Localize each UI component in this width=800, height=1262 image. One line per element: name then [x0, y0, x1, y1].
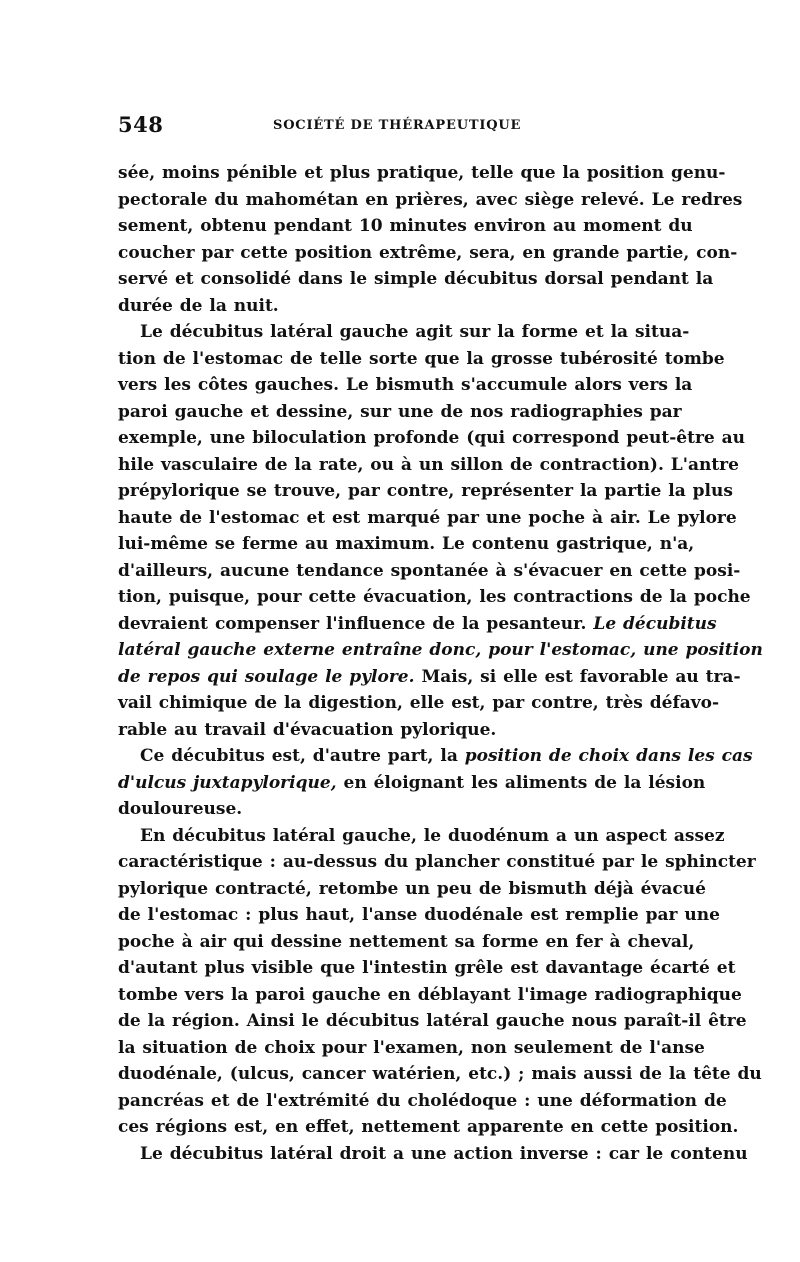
text-line: [118, 770, 706, 797]
text-line: pectorale du mahométan en prières, avec siège relevé. Le redres: [118, 189, 743, 210]
text-line: Le décubitus latéral gauche agit sur la forme et la situa-: [140, 322, 690, 342]
italic-run: de repos qui soulage le pylore.: [118, 666, 415, 687]
text-line: d'ailleurs, aucune tendance spontanée à s'évacuer en cette posi-: [118, 560, 741, 581]
text-line: servé et consolidé dans le simple décubitus dorsal pendant la: [118, 269, 714, 289]
italic-run: d'ulcus juxtapylorique,: [118, 772, 337, 793]
text-run: en éloignant les aliments de la lésion: [336, 772, 706, 793]
text-line: rable au travail d'évacuation pylorique.: [118, 719, 497, 740]
text-line: pylorique contracté, retombe un peu de bismuth déjà évacué: [118, 878, 706, 899]
text-line: haute de l'estomac et est marqué par une poche à air. Le pylore: [118, 507, 737, 528]
text-run: Ce décubitus est, d'autre part, la: [140, 746, 465, 766]
text-run: Mais, si elle est favorable au tra-: [414, 666, 741, 687]
text-line: coucher par cette position extrême, sera, en grande partie, con-: [118, 242, 738, 263]
text-line: hile vasculaire de la rate, ou à un sillon de contraction). L'antre: [118, 454, 739, 475]
text-line: En décubitus latéral gauche, le duodénum a un aspect assez: [140, 825, 725, 846]
text-line: Le décubitus latéral droit a une action inverse : car le contenu: [140, 1143, 748, 1164]
text-line: ces régions est, en effet, nettement apparente en cette position.: [118, 1117, 739, 1137]
running-head: [118, 112, 672, 146]
text-line: duodénale, (ulcus, cancer watérien, etc.) ; mais aussi de la tête du: [118, 1064, 762, 1084]
text-line: exemple, une biloculation profonde (qui correspond peut-être au: [118, 428, 746, 448]
text-line: poche à air qui dessine nettement sa forme en fer à cheval,: [118, 931, 695, 952]
text-line: d'autant plus visible que l'intestin grêle est davantage écarté et: [118, 958, 736, 978]
text-line: [118, 611, 717, 638]
text-line: tion de l'estomac de telle sorte que la grosse tubérosité tombe: [118, 348, 725, 369]
text-line: tombe vers la paroi gauche en déblayant l'image radiographique: [118, 984, 742, 1005]
text-line: tion, puisque, pour cette évacuation, les contractions de la poche: [118, 587, 751, 607]
italic-run: position de choix dans les cas: [464, 746, 753, 766]
text-line: lui-même se ferme au maximum. Le contenu gastrique, n'a,: [118, 534, 695, 554]
text-line: vail chimique de la digestion, elle est, par contre, très défavo-: [118, 693, 720, 713]
italic-run: Le décubitus: [593, 613, 717, 634]
text-line: paroi gauche et dessine, sur une de nos radiographies par: [118, 401, 682, 422]
text-line: prépylorique se trouve, par contre, représenter la partie la plus: [118, 481, 733, 501]
text-line: [118, 664, 741, 691]
text-line: vers les côtes gauches. Le bismuth s'accumule alors vers la: [118, 375, 693, 395]
text-line: durée de la nuit.: [118, 295, 279, 316]
text-line: douloureuse.: [118, 799, 243, 819]
body-text: [118, 160, 763, 1167]
page-number: 548: [118, 112, 164, 137]
text-line: sée, moins pénible et plus pratique, telle que la position genu-: [118, 163, 726, 183]
text-line: de la région. Ainsi le décubitus latéral gauche nous paraît-il être: [118, 1011, 747, 1031]
text-line: [118, 743, 753, 770]
text-line: la situation de choix pour l'examen, non seulement de l'anse: [118, 1037, 705, 1058]
book-page: [118, 112, 763, 1167]
text-line: de l'estomac : plus haut, l'anse duodénale est remplie par une: [118, 905, 720, 925]
text-line: latéral gauche externe entraîne donc, pour l'estomac, une position: [118, 640, 763, 660]
text-run: devraient compenser l'influence de la pesanteur.: [118, 613, 587, 634]
header-title: SOCIÉTÉ DE THÉRAPEUTIQUE: [273, 118, 522, 133]
text-line: pancréas et de l'extrémité du cholédoque : une déformation de: [118, 1090, 727, 1111]
text-line: caractéristique : au-dessus du plancher constitué par le sphincter: [118, 852, 756, 872]
text-line: sement, obtenu pendant 10 minutes environ au moment du: [118, 216, 693, 236]
